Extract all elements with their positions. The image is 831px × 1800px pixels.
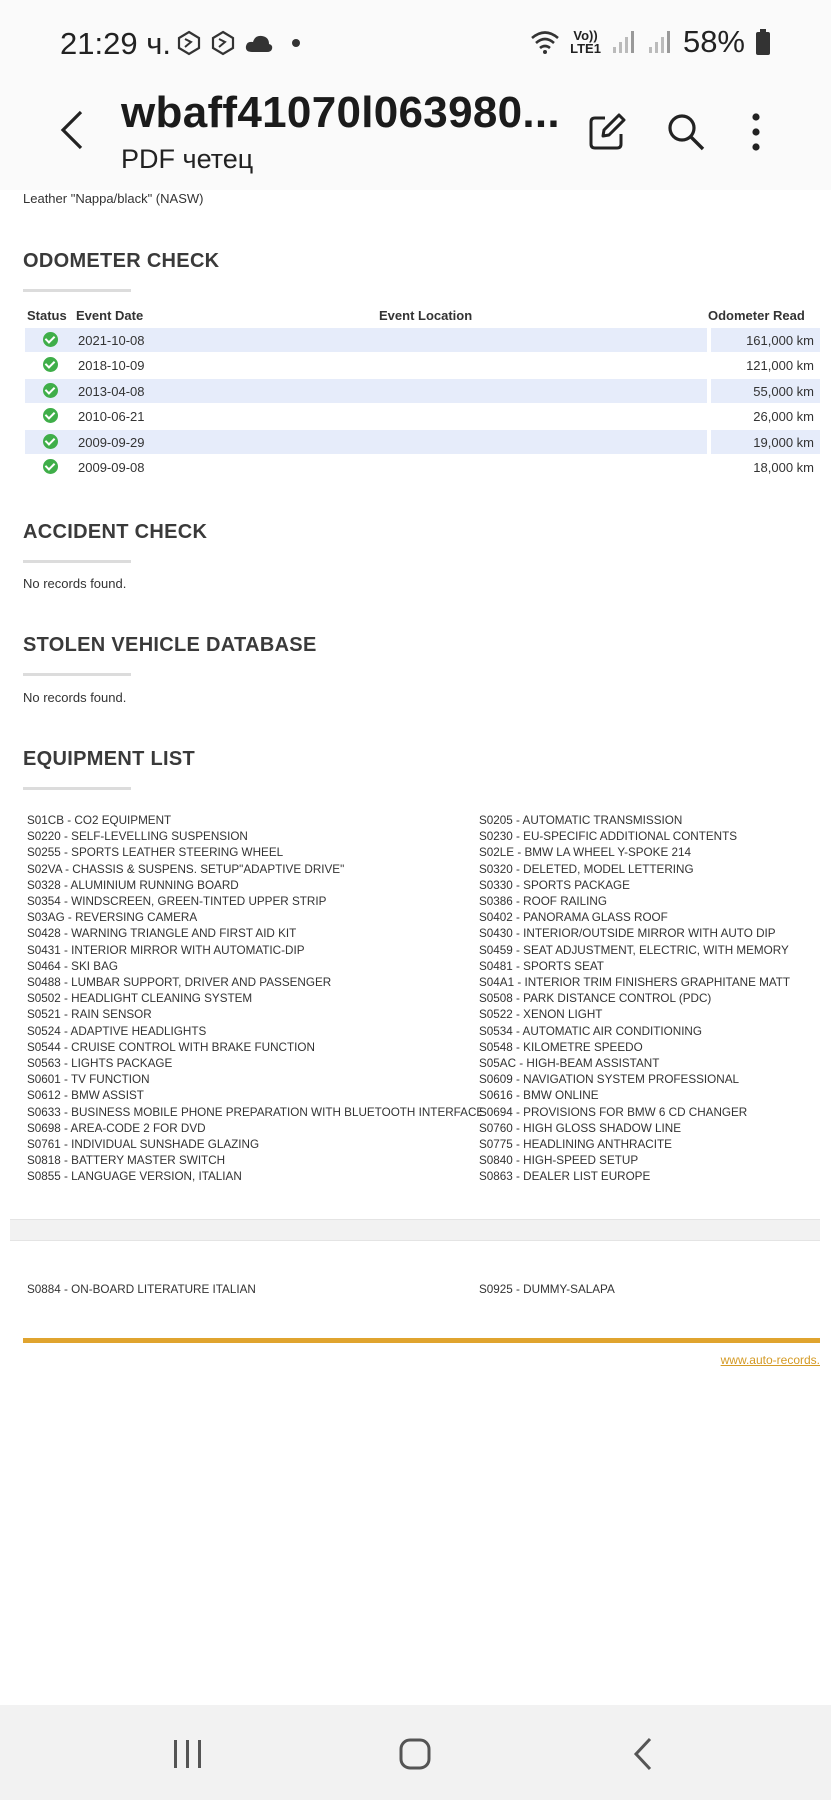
equipment-item: S0320 - DELETED, MODEL LETTERING (479, 862, 694, 876)
table-row (25, 430, 820, 454)
equipment-item: S0884 - ON-BOARD LITERATURE ITALIAN (27, 1283, 256, 1296)
column-header-status: Status (27, 308, 67, 323)
navigation-bar (0, 1705, 831, 1800)
home-button[interactable] (385, 1729, 445, 1779)
battery-percent: 58% (682, 24, 745, 59)
footer-website-link[interactable]: www.auto-records. (720, 1353, 820, 1367)
recent-apps-button[interactable] (158, 1729, 218, 1779)
section-divider (23, 787, 131, 790)
pdf-page-view[interactable] (10, 190, 820, 1705)
edit-icon (587, 112, 627, 152)
section-divider (23, 673, 131, 676)
stolen-section-title: STOLEN VEHICLE DATABASE (23, 634, 317, 656)
equipment-item: S0428 - WARNING TRIANGLE AND FIRST AID KIT (27, 927, 297, 941)
equipment-item: S0616 - BMW ONLINE (479, 1089, 599, 1103)
notification-icons (176, 30, 300, 56)
document-title: wbaff41070l063980... (121, 88, 560, 137)
section-divider (23, 560, 131, 563)
equipment-item: S03AG - REVERSING CAMERA (27, 911, 198, 925)
event-date: 2021-10-08 (78, 333, 145, 348)
accident-section-title: ACCIDENT CHECK (23, 521, 208, 543)
equipment-item: S0612 - BMW ASSIST (27, 1089, 144, 1103)
equipment-item: S0601 - TV FUNCTION (27, 1073, 150, 1087)
odometer-reading: 26,000 km (753, 409, 814, 425)
app-bar (0, 88, 831, 190)
page-break (10, 1219, 820, 1241)
battery-icon (755, 28, 771, 56)
equipment-item: S04A1 - INTERIOR TRIM FINISHERS GRAPHITANE MATT (479, 976, 791, 990)
app-subtitle: PDF четец (121, 144, 254, 174)
equipment-item: S0548 - KILOMETRE SPEEDO (479, 1040, 643, 1054)
cloud-icon (244, 30, 274, 56)
equipment-item: S0522 - XENON LIGHT (479, 1008, 603, 1022)
equipment-item: S0633 - BUSINESS MOBILE PHONE PREPARATION WITH BLUETOOTH INTERFACE (27, 1105, 485, 1119)
odometer-reading: 19,000 km (753, 434, 814, 450)
status-time: 21:29 ч. (60, 26, 171, 61)
equipment-list-right (479, 813, 790, 1186)
signal-icon-sim2 (647, 29, 673, 55)
back-chevron-icon (631, 1736, 655, 1772)
bing-chat-icon (210, 30, 236, 56)
check-circle-icon (43, 434, 58, 449)
equipment-item: S0459 - SEAT ADJUSTMENT, ELECTRIC, WITH MEMORY (479, 943, 789, 957)
equipment-item: S05AC - HIGH-BEAM ASSISTANT (479, 1057, 660, 1071)
check-circle-icon (43, 459, 58, 474)
equipment-item: S0855 - LANGUAGE VERSION, ITALIAN (27, 1170, 242, 1184)
equipment-item: S0430 - INTERIOR/OUTSIDE MIRROR WITH AUTO DIP (479, 927, 776, 941)
system-back-button[interactable] (613, 1729, 673, 1779)
equipment-item: S0386 - ROOF RAILING (479, 895, 607, 909)
equipment-section-title: EQUIPMENT LIST (23, 748, 195, 770)
table-row (25, 455, 820, 479)
odometer-reading: 121,000 km (746, 358, 814, 374)
table-row (25, 353, 820, 377)
equipment-item: S0694 - PROVISIONS FOR BMW 6 CD CHANGER (479, 1105, 748, 1119)
equipment-item: S0863 - DEALER LIST EUROPE (479, 1170, 651, 1184)
equipment-item: S0761 - INDIVIDUAL SUNSHADE GLAZING (27, 1138, 260, 1152)
more-options-button[interactable] (728, 104, 784, 160)
network-type-label: Vo)) LTE1 (570, 28, 601, 56)
accident-no-records: No records found. (23, 576, 127, 591)
equipment-item: S0431 - INTERIOR MIRROR WITH AUTOMATIC-DIP (27, 943, 305, 957)
equipment-item: S0330 - SPORTS PACKAGE (479, 878, 630, 892)
equipment-item: S02LE - BMW LA WHEEL Y-SPOKE 214 (479, 846, 691, 860)
back-arrow-icon (57, 108, 87, 152)
equipment-item: S0760 - HIGH GLOSS SHADOW LINE (479, 1121, 681, 1135)
wifi-icon (530, 29, 560, 55)
equipment-item: S0609 - NAVIGATION SYSTEM PROFESSIONAL (479, 1073, 740, 1087)
event-date: 2013-04-08 (78, 383, 145, 399)
more-vert-icon (750, 112, 762, 152)
status-bar (0, 0, 831, 92)
table-row (25, 328, 820, 352)
table-row (25, 404, 820, 428)
section-divider (23, 289, 131, 292)
recent-apps-icon (171, 1738, 205, 1770)
bing-chat-icon (176, 30, 202, 56)
equipment-item: S0255 - SPORTS LEATHER STEERING WHEEL (27, 846, 284, 860)
column-header-event-location: Event Location (379, 308, 473, 323)
event-date: 2009-09-08 (78, 460, 145, 475)
equipment-item: S0840 - HIGH-SPEED SETUP (479, 1154, 639, 1168)
equipment-item: S0524 - ADAPTIVE HEADLIGHTS (27, 1024, 207, 1038)
table-row (25, 379, 820, 403)
search-button[interactable] (658, 104, 714, 160)
equipment-item: S0925 - DUMMY-SALAPA (479, 1283, 615, 1296)
equipment-item: S0818 - BATTERY MASTER SWITCH (27, 1154, 226, 1168)
upholstery-line: Leather "Nappa/black" (NASW) (23, 191, 204, 206)
equipment-item: S0220 - SELF-LEVELLING SUSPENSION (27, 830, 248, 844)
equipment-item: S0775 - HEADLINING ANTHRACITE (479, 1138, 672, 1152)
equipment-item: S0521 - RAIN SENSOR (27, 1008, 152, 1022)
check-circle-icon (43, 332, 58, 347)
equipment-item: S0534 - AUTOMATIC AIR CONDITIONING (479, 1024, 702, 1038)
equipment-list-left (27, 813, 484, 1186)
equipment-item: S0508 - PARK DISTANCE CONTROL (PDC) (479, 992, 712, 1006)
equipment-item: S02VA - CHASSIS & SUSPENS. SETUP"ADAPTIVE DRIVE" (27, 862, 345, 876)
search-icon (666, 112, 706, 152)
back-button[interactable] (48, 102, 96, 158)
equipment-item: S0544 - CRUISE CONTROL WITH BRAKE FUNCTION (27, 1040, 315, 1054)
edit-button[interactable] (579, 104, 635, 160)
stolen-no-records: No records found. (23, 690, 127, 705)
equipment-item: S0205 - AUTOMATIC TRANSMISSION (479, 814, 683, 827)
odometer-reading: 55,000 km (753, 383, 814, 399)
check-circle-icon (43, 383, 58, 398)
column-header-odometer: Odometer Read (708, 308, 805, 323)
equipment-item: S0563 - LIGHTS PACKAGE (27, 1057, 173, 1071)
equipment-item: S0698 - AREA-CODE 2 FOR DVD (27, 1121, 206, 1135)
system-icons (530, 24, 771, 60)
signal-icon (611, 29, 637, 55)
footer-rule (23, 1338, 820, 1343)
equipment-item: S0502 - HEADLIGHT CLEANING SYSTEM (27, 992, 253, 1006)
event-date: 2009-09-29 (78, 434, 145, 450)
more-notifications-dot (292, 39, 300, 47)
equipment-item: S01CB - CO2 EQUIPMENT (27, 814, 172, 827)
event-date: 2018-10-09 (78, 358, 145, 374)
equipment-item: S0464 - SKI BAG (27, 959, 118, 973)
equipment-item: S0481 - SPORTS SEAT (479, 959, 604, 973)
equipment-item: S0354 - WINDSCREEN, GREEN-TINTED UPPER STRIP (27, 895, 327, 909)
event-date: 2010-06-21 (78, 409, 145, 425)
column-header-event-date: Event Date (76, 308, 144, 323)
odometer-section-title: ODOMETER CHECK (23, 250, 220, 272)
equipment-item: S0230 - EU-SPECIFIC ADDITIONAL CONTENTS (479, 830, 738, 844)
home-icon (398, 1737, 432, 1771)
equipment-item: S0402 - PANORAMA GLASS ROOF (479, 911, 668, 925)
equipment-item: S0328 - ALUMINIUM RUNNING BOARD (27, 878, 239, 892)
odometer-reading: 161,000 km (746, 333, 814, 348)
equipment-item: S0488 - LUMBAR SUPPORT, DRIVER AND PASSENGER (27, 976, 332, 990)
odometer-reading: 18,000 km (753, 460, 814, 475)
